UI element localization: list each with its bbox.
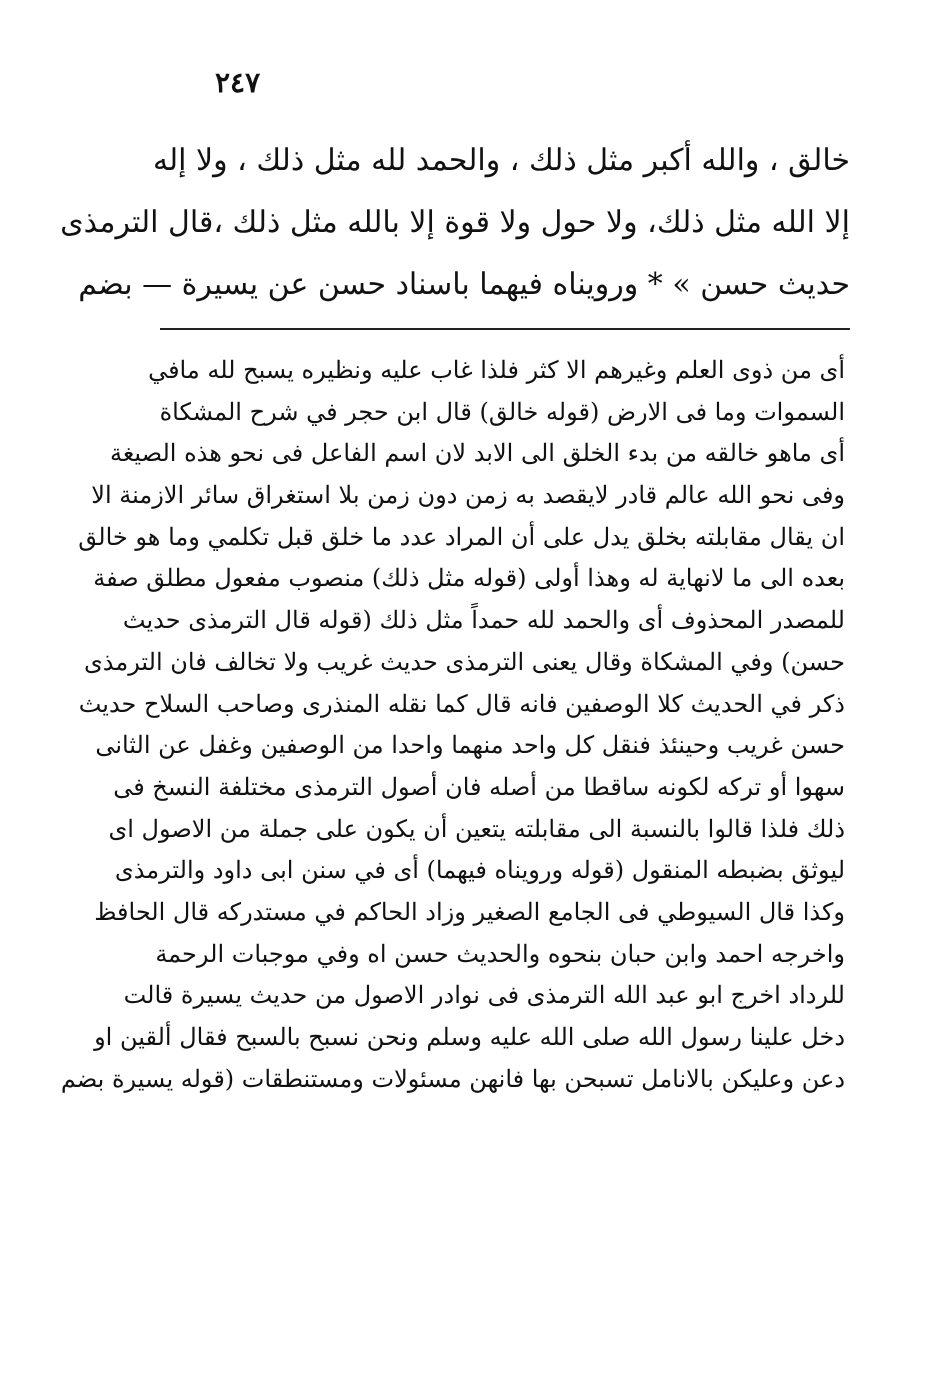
commentary-line: ذلك فلذا قالوا بالنسبة الى مقابلته يتعين أن يكون على جملة من الاصول اى: [108, 814, 845, 843]
commentary-line: ليوثق بضبطه المنقول (قوله ورويناه فيهما) أى في سنن ابى داود والترمذى: [114, 856, 845, 885]
commentary-line: للمصدر المحذوف أى والحمد لله حمداً مثل ذلك (قوله قال الترمذى حديث: [122, 606, 845, 635]
main-text-line: إلا الله مثل ذلك، ولا حول ولا قوة إلا بالله مثل ذلك ،قال الترمذى: [60, 205, 850, 240]
commentary-line: دخل علينا رسول الله صلى الله عليه وسلم ونحن نسبح بالسبح فقال ألقين او: [94, 1023, 845, 1051]
commentary-line: أى من ذوى العلم وغيرهم الا كثر فلذا غاب عليه ونظيره يسبح لله مافي: [148, 356, 845, 384]
commentary-line: واخرجه احمد وابن حبان بنحوه والحديث حسن اه وفي موجبات الرحمة: [155, 939, 845, 968]
commentary-line: حسن غريب وحينئذ فنقل كل واحد منهما واحدا من الوصفين وغفل عن الثانى: [95, 731, 845, 760]
commentary-line: السموات وما فى الارض (قوله خالق) قال ابن حجر في شرح المشكاة: [159, 397, 845, 426]
commentary-line: سهوا أو تركه لكونه ساقطا من أصله فان أصول الترمذى مختلفة النسخ فى: [113, 772, 845, 801]
main-text-block: [60, 130, 850, 316]
commentary-line: بعده الى ما لانهاية له وهذا أولى (قوله مثل ذلك) منصوب مفعول مطلق صفة: [93, 564, 845, 593]
separator-rule: [160, 328, 850, 330]
commentary-line: حسن) وفي المشكاة وقال يعنى الترمذى حديث غريب ولا تخالف فان الترمذى: [83, 647, 845, 676]
commentary-line: دعن وعليكن بالانامل تسبحن بها فانهن مسئولات ومستنطقات (قوله يسيرة بضم: [60, 1064, 845, 1093]
commentary-line: أى ماهو خالقه من بدء الخلق الى الابد لان اسم الفاعل فى نحو هذه الصيغة: [109, 439, 845, 468]
commentary-line: للرداد اخرج ابو عبد الله الترمذى فى نوادر الاصول من حديث يسيرة قالت: [123, 981, 845, 1010]
commentary-line: وكذا قال السيوطي فى الجامع الصغير وزاد الحاكم في مستدركه قال الحافظ: [94, 897, 845, 926]
commentary-line: وفى نحو الله عالم قادر لايقصد به زمن دون زمن بلا استغراق سائر الازمنة الا: [91, 481, 845, 510]
commentary-line: ذكر في الحديث كلا الوصفين فانه قال كما نقله المنذرى وصاحب السلاح حديث: [78, 689, 845, 718]
page-number: ٢٤٧: [215, 66, 261, 99]
commentary-line: ان يقال مقابلته بخلق يدل على أن المراد عدد ما خلق قبل تكلمي وما هو خالق: [78, 522, 845, 551]
main-text-line: خالق ، والله أكبر مثل ذلك ، والحمد لله مثل ذلك ، ولا إله: [152, 143, 850, 178]
main-text-line: حديث حسن » * ورويناه فيهما باسناد حسن عن يسيرة — بضم: [78, 267, 850, 302]
commentary-block: [60, 350, 845, 1100]
